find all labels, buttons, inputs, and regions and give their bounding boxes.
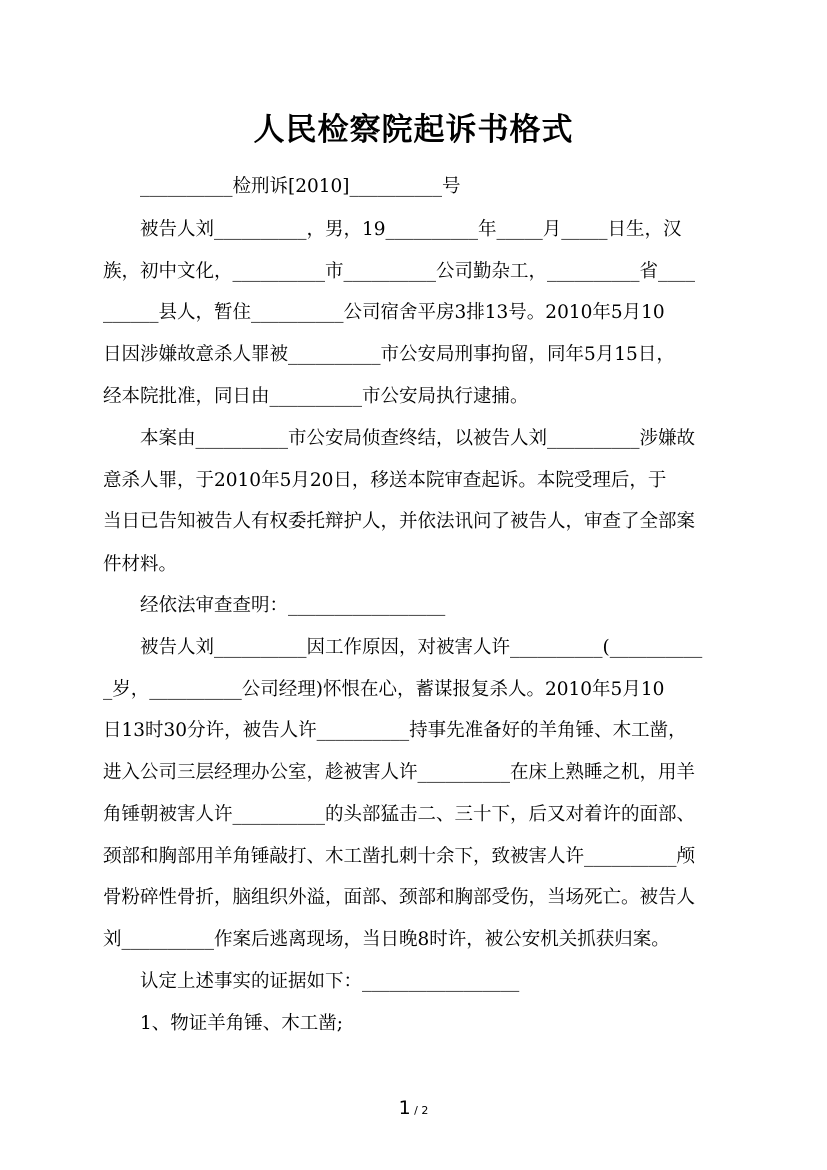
paragraph-line: 意杀人罪，于2010年5月20日，移送本院审查起诉。本院受理后，于	[103, 470, 667, 491]
paragraph-line: 被告人刘__________，男，19__________年_____月_____日生，汉	[140, 219, 682, 240]
document-title: 人民检察院起诉书格式	[253, 112, 574, 148]
paragraph-line: 族，初中文化，__________市__________公司勤杂工，__________省____	[103, 261, 696, 282]
total-pages: / 2	[410, 1104, 429, 1117]
paragraph-line: 1、物证羊角锤、木工凿;	[140, 1013, 344, 1034]
paragraph-line: 本案由__________市公安局侦查终结，以被告人刘__________涉嫌故	[140, 428, 696, 449]
paragraph-line: 日因涉嫌故意杀人罪被__________市公安局刑事拘留，同年5月15日，	[103, 344, 675, 365]
paragraph-line: 认定上述事实的证据如下：_________________	[140, 971, 520, 992]
paragraph-line: 刘__________作案后逃离现场，当日晚8时许，被公安机关抓获归案。	[103, 929, 670, 950]
paragraph-line: 骨粉碎性骨折，脑组织外溢，面部、颈部和胸部受伤，当场死亡。被告人	[103, 887, 696, 908]
paragraph-line: 件材料。	[103, 554, 178, 575]
paragraph-line: 日13时30分许，被告人许__________持事先准备好的羊角锤、木工凿，	[103, 720, 687, 741]
current-page: 1	[398, 1097, 411, 1119]
paragraph-line: 经依法审查查明：_________________	[140, 595, 446, 616]
paragraph-line: 被告人刘__________因工作原因，对被害人许__________(__________	[140, 637, 703, 658]
paragraph-line: 角锤朝被害人许__________的头部猛击二、三十下，后又对着许的面部、	[103, 804, 696, 825]
paragraph-line: 当日已告知被告人有权委托辩护人，并依法讯问了被告人，审查了全部案	[103, 511, 696, 532]
case-number-line: __________检刑诉[2010]__________号	[140, 176, 461, 197]
paragraph-line: 颈部和胸部用羊角锤敲打、木工凿扎刺十余下，致被害人许__________颅	[103, 846, 696, 867]
page-number	[0, 1097, 827, 1119]
paragraph-line: ______县人，暂住__________公司宿舍平房3排13号。2010年5月10	[103, 302, 665, 323]
paragraph-line: _岁，__________公司经理)怀恨在心，蓄谋报复杀人。2010年5月10	[103, 679, 665, 700]
paragraph-line: 进入公司三层经理办公室，趁被害人许__________在床上熟睡之机，用羊	[103, 762, 696, 783]
paragraph-line: 经本院批准，同日由__________市公安局执行逮捕。	[103, 386, 529, 407]
